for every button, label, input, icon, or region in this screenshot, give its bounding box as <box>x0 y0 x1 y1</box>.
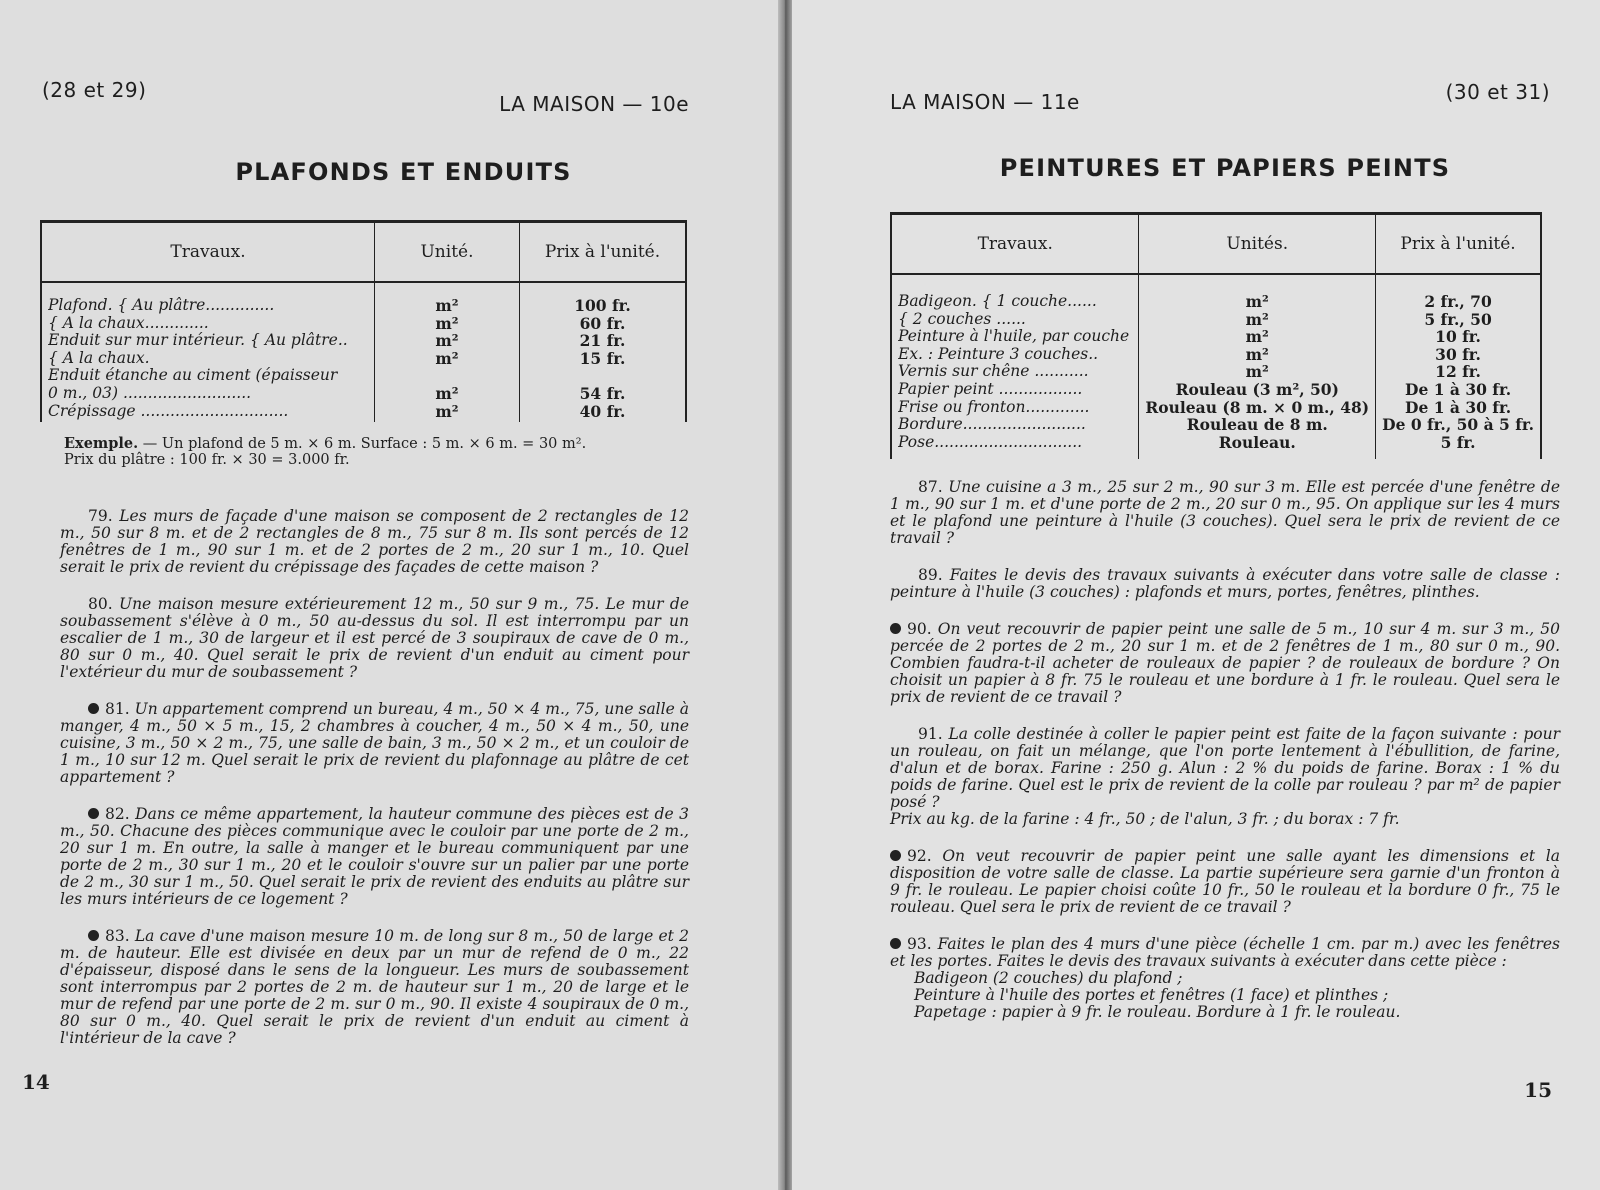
left-header <box>28 78 689 116</box>
table-cell: Crépissage .............................. <box>48 402 289 420</box>
table-cell: Bordure......................... <box>898 416 1086 434</box>
problem-text: Les murs de façade d'une maison se composent de 2 rectangles de 12 m., 50 sur 8 m. et de 2 rectangles de 8 m., 75 sur 8 m. Ils sont percés de 12 fenêtres de 1 m., 90 sur 1 m. et de 2 portes de 2 m., 20 sur 1 m., 10. Quel serait le prix de revient du crépissage des façades de cette maison ? <box>60 507 689 577</box>
list-item: Badigeon (2 couches) du plafond ; <box>914 969 1183 988</box>
example-text: — Un plafond de 5 m. × 6 m. Surface : 5 m. × 6 m. = 30 m². <box>142 436 587 453</box>
table-cell: Peinture à l'huile, par couche <box>898 328 1130 346</box>
table-cell: Enduit sur mur intérieur. { Au plâtre.. <box>48 332 348 350</box>
col-header-price: Prix à l'unité. <box>1376 214 1541 275</box>
problem-text: Une maison mesure extérieurement 12 m., 50 sur 9 m., 75. Le mur de soubassement s'élève à 0 m., 50 au-dessus du sol. Il est interrompu par un escalier de 1 m., 30 de largeur et il est percé de 3 soupiraux de cave de 0 m., 80 sur 0 m., 40. Quel serait le prix de revient d'un enduit au ciment pour l'extérieur du mur de soubassement ? <box>60 595 689 682</box>
problem-79 <box>60 508 689 576</box>
problem-91 <box>890 726 1560 828</box>
col-header-unit: Unités. <box>1139 214 1376 275</box>
table-cell <box>526 367 679 385</box>
example-label: Exemple. <box>64 435 139 453</box>
table-cell: Rouleau. <box>1218 433 1296 452</box>
left-example <box>64 436 689 468</box>
table-cell: m² <box>435 332 459 350</box>
right-price-table <box>890 212 1542 459</box>
problem-number: 80. <box>88 595 113 614</box>
difficulty-dot-icon <box>890 850 901 861</box>
table-cell: m² <box>1245 293 1269 311</box>
problem-text: Faites le plan des 4 murs d'une pièce (échelle 1 cm. par m.) avec les fenêtres et les portes. Faites le devis des travaux suivants à exécuter dans cette pièce : <box>890 935 1560 971</box>
table-cell: { 2 couches ...... <box>898 310 1026 328</box>
difficulty-dot-icon <box>890 623 901 634</box>
problem-text: Dans ce même appartement, la hauteur commune des pièces est de 3 m., 50. Chacune des pièces communique avec le couloir par une porte de 2 m., 20 sur 1 m. En outre, la salle à manger et le bureau communiquent par une porte de 2 m., 30 sur 1 m., 20 et le couloir s'ouvre sur un palier par une porte de 2 m., 30 sur 1 m., 50. Quel serait le prix de revient des enduits au plâtre sur les murs intérieurs de ce logement ? <box>60 805 689 909</box>
table-cell: 40 fr. <box>579 402 626 421</box>
difficulty-dot-icon <box>88 930 99 941</box>
left-title: PLAFONDS ET ENDUITS <box>235 158 572 186</box>
table-cell: m² <box>1245 363 1269 381</box>
table-cell: Rouleau (8 m. × 0 m., 48) <box>1145 398 1370 417</box>
problem-number: 90. <box>907 620 932 639</box>
difficulty-dot-icon <box>88 703 99 714</box>
right-page <box>785 0 1600 1190</box>
left-table-header <box>41 222 686 283</box>
problem-89 <box>890 567 1560 601</box>
right-title: PEINTURES ET PAPIERS PEINTS <box>999 154 1451 182</box>
col-header-work: Travaux. <box>891 214 1139 275</box>
table-cell: 0 m., 03) .......................... <box>48 384 252 402</box>
table-cell: 30 fr. <box>1435 345 1481 364</box>
problem-number: 87. <box>918 478 943 497</box>
col-header-unit: Unité. <box>375 222 520 283</box>
problem-number: 89. <box>918 566 943 585</box>
table-cell: De 1 à 30 fr. <box>1405 380 1512 399</box>
left-price-column <box>520 282 687 422</box>
table-cell: 54 fr. <box>579 384 626 403</box>
table-cell <box>381 367 513 385</box>
left-table-body <box>41 282 686 422</box>
problem-82 <box>60 806 689 908</box>
left-page-number: 14 <box>22 1070 50 1094</box>
problem-81 <box>60 701 689 786</box>
right-page-number: 15 <box>1524 1078 1552 1102</box>
left-problems <box>28 508 689 1047</box>
table-cell: 100 fr. <box>574 297 631 315</box>
col-header-work: Travaux. <box>41 222 375 283</box>
problem-80 <box>60 596 689 681</box>
problem-number: 93. <box>907 935 932 954</box>
right-problems <box>890 479 1560 1021</box>
right-unit-column <box>1139 274 1376 459</box>
table-cell: Vernis sur chêne ........... <box>898 363 1089 381</box>
table-cell: 60 fr. <box>579 314 626 333</box>
table-cell: 10 fr. <box>1435 328 1481 346</box>
table-cell: m² <box>1245 328 1269 346</box>
left-running-head: LA MAISON — 10e <box>499 92 689 116</box>
problem-number: 82. <box>105 805 130 824</box>
left-page <box>0 0 785 1190</box>
table-cell: { A la chaux............. <box>48 314 209 332</box>
table-cell: Pose.............................. <box>898 433 1083 451</box>
problem-90 <box>890 621 1560 706</box>
problem-text: On veut recouvrir de papier peint une salle de 5 m., 10 sur 4 m. sur 3 m., 50 percée de 2 portes de 2 m., 20 sur 1 m. et de 2 fenêtres de 1 m., 80 sur 0 m., 90. Combien faudra-t-il acheter de rouleaux de papier ? de rouleaux de bordure ? On choisit un papier à 8 fr. 75 le rouleau et une bordure à 1 fr. le rouleau. Quel sera le prix de revient de ce travail ? <box>890 620 1560 707</box>
difficulty-dot-icon <box>88 808 99 819</box>
left-unit-column <box>375 282 520 422</box>
list-item: Papetage : papier à 9 fr. le rouleau. Bordure à 1 fr. le rouleau. <box>914 1003 1401 1022</box>
table-cell: m² <box>435 314 459 333</box>
right-table-body <box>891 274 1541 459</box>
table-cell: { A la chaux. <box>48 349 150 367</box>
problem-text: Faites le devis des travaux suivants à exécuter dans votre salle de classe : peinture à l'huile (3 couches) : plafonds et murs, portes, fenêtres, plinthes. <box>890 566 1560 602</box>
table-cell: Rouleau de 8 m. <box>1186 416 1328 434</box>
table-cell: m² <box>435 402 459 421</box>
table-cell: m² <box>435 349 459 368</box>
right-table-header <box>891 214 1541 275</box>
table-cell: 5 fr. <box>1440 433 1476 452</box>
table-cell: De 0 fr., 50 à 5 fr. <box>1382 416 1534 434</box>
right-work-column <box>891 274 1139 459</box>
left-page-ref: (28 et 29) <box>42 78 147 102</box>
col-header-price: Prix à l'unité. <box>520 222 687 283</box>
table-cell: Badigeon. { 1 couche...... <box>898 293 1097 310</box>
problem-text: La cave d'une maison mesure 10 m. de long sur 8 m., 50 de large et 2 m. de hauteur. Elle est divisée en deux par un mur de refend de 0 m., 22 d'épaisseur, disposé dans le sens de la longueur. Les murs de soubassement sont interrompus par 2 portes de 2 m. de hauteur sur 1 m., 20 de large et le mur de refend par une porte de 2 m. sur 0 m., 90. Il existe 4 soupiraux de 0 m., 80 sur 0 m., 40. Quel serait le prix de revient d'un enduit au ciment à l'intérieur de la cave ? <box>60 927 689 1048</box>
table-cell: Plafond. { Au plâtre.............. <box>48 297 275 314</box>
table-cell: m² <box>435 297 459 315</box>
problem-text: Un appartement comprend un bureau, 4 m., 50 × 4 m., 75, une salle à manger, 4 m., 50 × 5 m., 15, 2 chambres à coucher, 4 m., 50 × 4 m., 50, une cuisine, 3 m., 50 × 2 m., 75, une salle de bain, 3 m., 50 × 2 m., et un couloir de 1 m., 10 sur 12 m. Quel serait le prix de revient du plafonnage au plâtre de cet appartement ? <box>60 700 689 787</box>
right-price-column <box>1376 274 1541 459</box>
table-cell: Papier peint ................. <box>898 380 1083 398</box>
difficulty-dot-icon <box>890 938 901 949</box>
table-cell: Rouleau (3 m², 50) <box>1175 380 1339 399</box>
list-item: Peinture à l'huile des portes et fenêtres (1 face) et plinthes ; <box>914 986 1389 1005</box>
problem-text: Une cuisine a 3 m., 25 sur 2 m., 90 sur 3 m. Elle est percée d'une fenêtre de 1 m., 90 sur 1 m. et d'une porte de 2 m., 20 sur 0 m., 95. On applique sur les 4 murs et le plafond une peinture à l'huile (3 couches). Quel sera le prix de revient de ce travail ? <box>890 478 1560 548</box>
left-work-column <box>41 282 375 422</box>
table-cell: 15 fr. <box>579 349 626 368</box>
table-cell: 12 fr. <box>1435 363 1481 381</box>
table-cell: De 1 à 30 fr. <box>1405 398 1512 417</box>
table-cell: Ex. : Peinture 3 couches.. <box>898 345 1099 363</box>
problem-number: 83. <box>105 927 130 946</box>
table-cell: 21 fr. <box>579 332 626 350</box>
problem-text: La colle destinée à coller le papier peint est faite de la façon suivante : pour un rouleau, on fait un mélange, que l'on porte lentement à l'ébullition, de farine, d'alun et de borax. Farine : 250 g. Alun : 2 % du poids de farine. Borax : 1 % du poids de farine. Quel est le prix de revient de la colle par rouleau ? par m² de papier posé ? <box>890 725 1560 812</box>
problem-92 <box>890 848 1560 916</box>
table-cell: m² <box>435 384 459 403</box>
table-cell: 5 fr., 50 <box>1424 310 1492 329</box>
problem-number: 79. <box>88 507 113 526</box>
problem-93 <box>890 936 1560 1021</box>
right-header <box>890 80 1560 114</box>
table-cell: m² <box>1245 345 1269 364</box>
problem-number: 91. <box>918 725 943 744</box>
problem-83 <box>60 928 689 1047</box>
problem-number: 81. <box>105 700 130 719</box>
left-price-table <box>40 220 687 422</box>
table-cell: m² <box>1245 310 1269 329</box>
right-running-head: LA MAISON — 11e <box>890 90 1080 114</box>
right-page-ref: (30 et 31) <box>1445 80 1550 104</box>
problem-text: On veut recouvrir de papier peint une salle ayant les dimensions et la disposition de votre salle de classe. La partie supérieure sera garnie d'un fronton à 9 fr. le rouleau. Le papier choisi coûte 10 fr., 50 le rouleau et la bordure 0 fr., 75 le rouleau. Quel sera le prix de revient de ce travail ? <box>890 847 1560 917</box>
problem-87 <box>890 479 1560 547</box>
problem-extra: Prix au kg. de la farine : 4 fr., 50 ; de l'alun, 3 fr. ; du borax : 7 fr. <box>890 810 1400 829</box>
table-cell: 2 fr., 70 <box>1424 293 1492 311</box>
problem-number: 92. <box>907 847 932 866</box>
book-gutter <box>778 0 792 1190</box>
table-cell: Frise ou fronton............. <box>898 398 1090 416</box>
table-cell: Enduit étanche au ciment (épaisseur <box>48 367 338 385</box>
example-line2: Prix du plâtre : 100 fr. × 30 = 3.000 fr. <box>64 452 350 469</box>
